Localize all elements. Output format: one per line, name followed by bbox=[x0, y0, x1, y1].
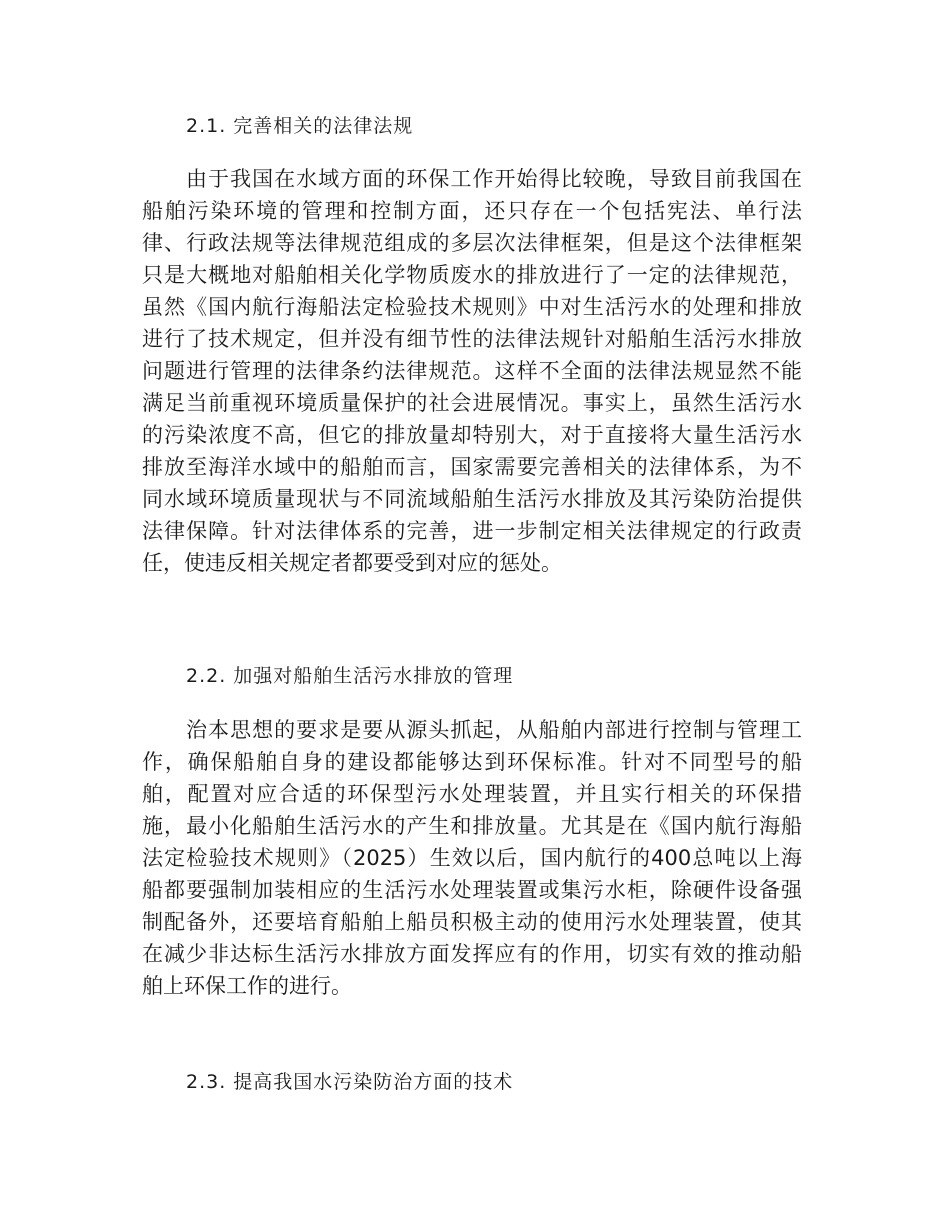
paragraph-line: 任，使违反相关规定者都要受到对应的惩处。 bbox=[142, 551, 562, 575]
paragraph-line: 舶上环保工作的进行。 bbox=[142, 974, 352, 998]
paragraph-line: 只是大概地对船舶相关化学物质废水的排放进行了一定的法律规范， bbox=[142, 263, 802, 287]
paragraph-line: 舶，配置对应合适的环保型污水处理装置，并且实行相关的环保措 bbox=[142, 782, 802, 806]
paragraph-line: 进行了技术规定，但并没有细节性的法律法规针对船舶生活污水排放 bbox=[142, 327, 802, 351]
paragraph-line: 虽然《国内航行海船法定检验技术规则》中对生活污水的处理和排放 bbox=[142, 295, 802, 319]
paragraph-line: 问题进行管理的法律条约法律规范。这样不全面的法律法规显然不能 bbox=[142, 359, 802, 383]
section-heading-2-2: 2.2. 加强对船舶生活污水排放的管理 bbox=[186, 665, 514, 687]
paragraph-line: 由于我国在水域方面的环保工作开始得比较晚，导致目前我国在 bbox=[186, 167, 802, 191]
paragraph-line: 船都要强制加装相应的生活污水处理装置或集污水柜，除硬件设备强 bbox=[142, 878, 802, 902]
paragraph-line: 法律保障。针对法律体系的完善，进一步制定相关法律规定的行政责 bbox=[142, 519, 802, 543]
paragraph-line: 满足当前重视环境质量保护的社会进展情况。事实上，虽然生活污水 bbox=[142, 391, 802, 415]
paragraph-line: 治本思想的要求是要从源头抓起，从船舶内部进行控制与管理工 bbox=[186, 718, 802, 742]
paragraph-line: 在减少非达标生活污水排放方面发挥应有的作用，切实有效的推动船 bbox=[142, 942, 802, 966]
paragraph-line: 作，确保船舶自身的建设都能够达到环保标准。针对不同型号的船 bbox=[142, 750, 802, 774]
paragraph-line: 同水域环境质量现状与不同流域船舶生活污水排放及其污染防治提供 bbox=[142, 487, 802, 511]
paragraph-line: 的污染浓度不高，但它的排放量却特别大，对于直接将大量生活污水 bbox=[142, 423, 802, 447]
paragraph-line: 船舶污染环境的管理和控制方面，还只存在一个包括宪法、单行法 bbox=[142, 199, 802, 223]
paragraph-line: 法定检验技术规则》（2025）生效以后，国内航行的400总吨以上海 bbox=[142, 846, 802, 870]
paragraph-line: 律、行政法规等法律规范组成的多层次法律框架，但是这个法律框架 bbox=[142, 231, 802, 255]
section-body-2-1 bbox=[142, 163, 802, 579]
paragraph-line: 制配备外，还要培育船舶上船员积极主动的使用污水处理装置，使其 bbox=[142, 910, 802, 934]
paragraph-line: 排放至海洋水域中的船舶而言，国家需要完善相关的法律体系，为不 bbox=[142, 455, 802, 479]
paragraph-line: 施，最小化船舶生活污水的产生和排放量。尤其是在《国内航行海船 bbox=[142, 814, 802, 838]
section-heading-2-1: 2.1. 完善相关的法律法规 bbox=[186, 115, 414, 137]
section-heading-2-3: 2.3. 提高我国水污染防治方面的技术 bbox=[186, 1071, 514, 1093]
section-body-2-2 bbox=[142, 714, 802, 1002]
